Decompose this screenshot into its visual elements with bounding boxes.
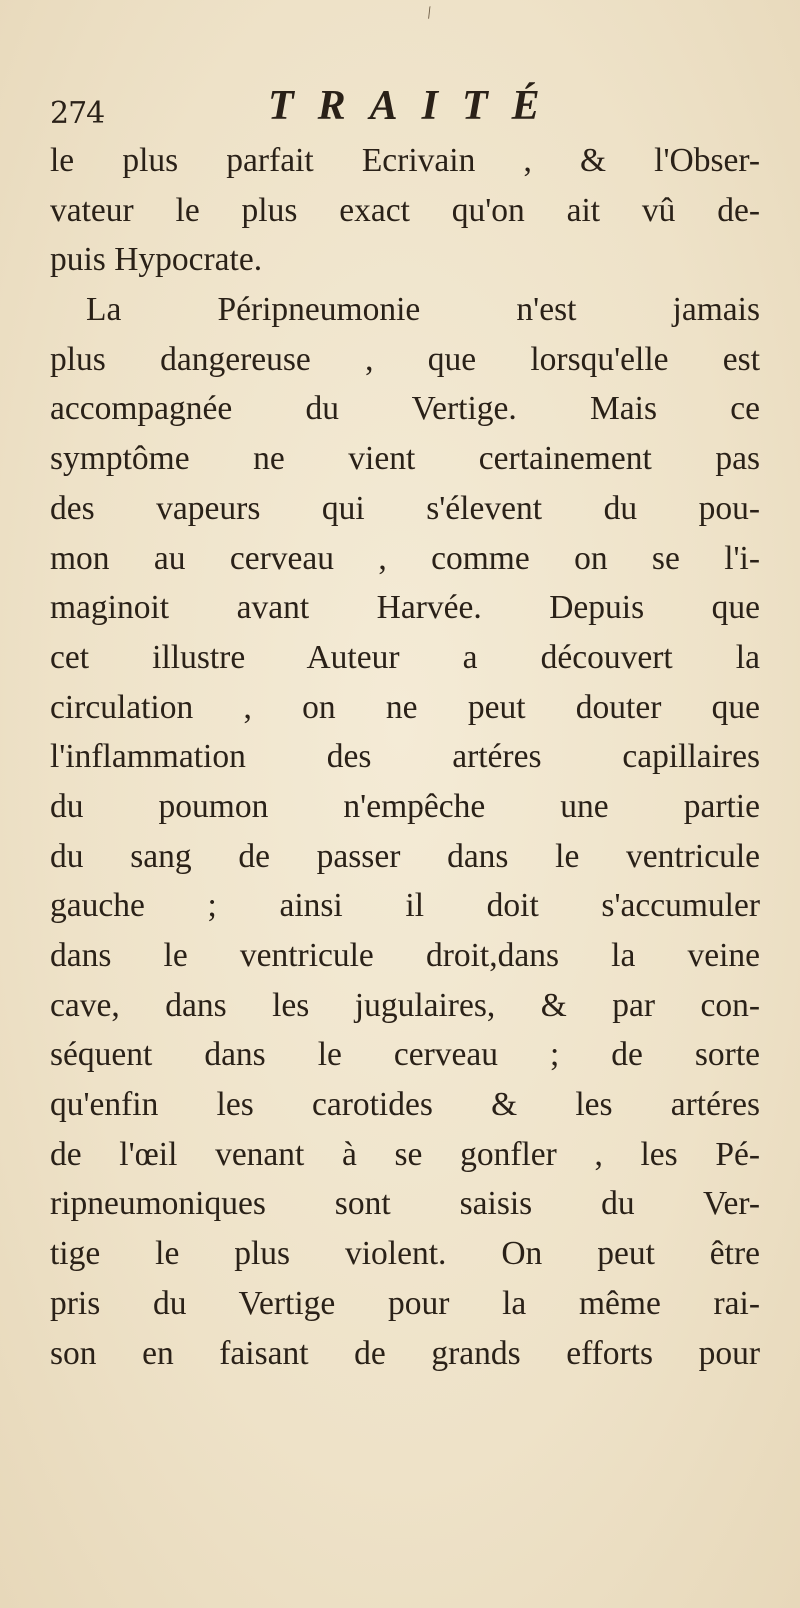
- stray-mark: ⁄: [425, 5, 435, 22]
- text-line: des vapeurs qui s'élevent du pou-: [50, 489, 760, 527]
- text-line: symptôme ne vient certainement pas: [50, 440, 760, 478]
- text-line: plus dangereuse , que lorsqu'elle est: [50, 340, 760, 378]
- text-line: du sang de passer dans le ventricule: [50, 837, 760, 875]
- text-line: mon au cerveau , comme on se l'i-: [50, 539, 760, 577]
- text-line: vateur le plus exact qu'on ait vû de-: [50, 191, 760, 229]
- text-line: puis Hypocrate.: [50, 241, 263, 279]
- text-line: de l'œil venant à se gonfler , les Pé-: [50, 1135, 760, 1173]
- text-line: pris du Vertige pour la même rai-: [50, 1284, 760, 1322]
- text-line: gauche ; ainsi il doit s'accumuler: [50, 887, 760, 925]
- text-line: du poumon n'empêche une partie: [50, 787, 760, 825]
- text-line: circulation , on ne peut douter que: [50, 688, 760, 726]
- body-text: [50, 136, 760, 1378]
- text-line: tige le plus violent. On peut être: [50, 1235, 760, 1273]
- text-line: qu'enfin les carotides & les artéres: [50, 1086, 760, 1124]
- page-number: 274: [50, 96, 105, 131]
- text-line: maginoit avant Harvée. Depuis que: [50, 589, 760, 627]
- text-line: l'inflammation des artéres capillaires: [50, 738, 760, 776]
- text-line: ripneumoniques sont saisis du Ver-: [50, 1185, 760, 1223]
- text-line: cet illustre Auteur a découvert la: [50, 638, 760, 676]
- text-line: séquent dans le cerveau ; de sorte: [50, 1036, 760, 1074]
- page-header: [50, 82, 750, 134]
- text-line: accompagnée du Vertige. Mais ce: [50, 390, 760, 428]
- text-line: dans le ventricule droit,dans la veine: [50, 937, 760, 974]
- text-line: le plus parfait Ecrivain , & l'Obser-: [50, 142, 760, 179]
- running-title: TRAITÉ: [268, 83, 564, 129]
- text-line: La Péripneumonie n'est jamais: [86, 291, 760, 329]
- text-line: son en faisant de grands efforts pour: [50, 1334, 760, 1372]
- text-line: cave, dans les jugulaires, & par con-: [50, 986, 760, 1024]
